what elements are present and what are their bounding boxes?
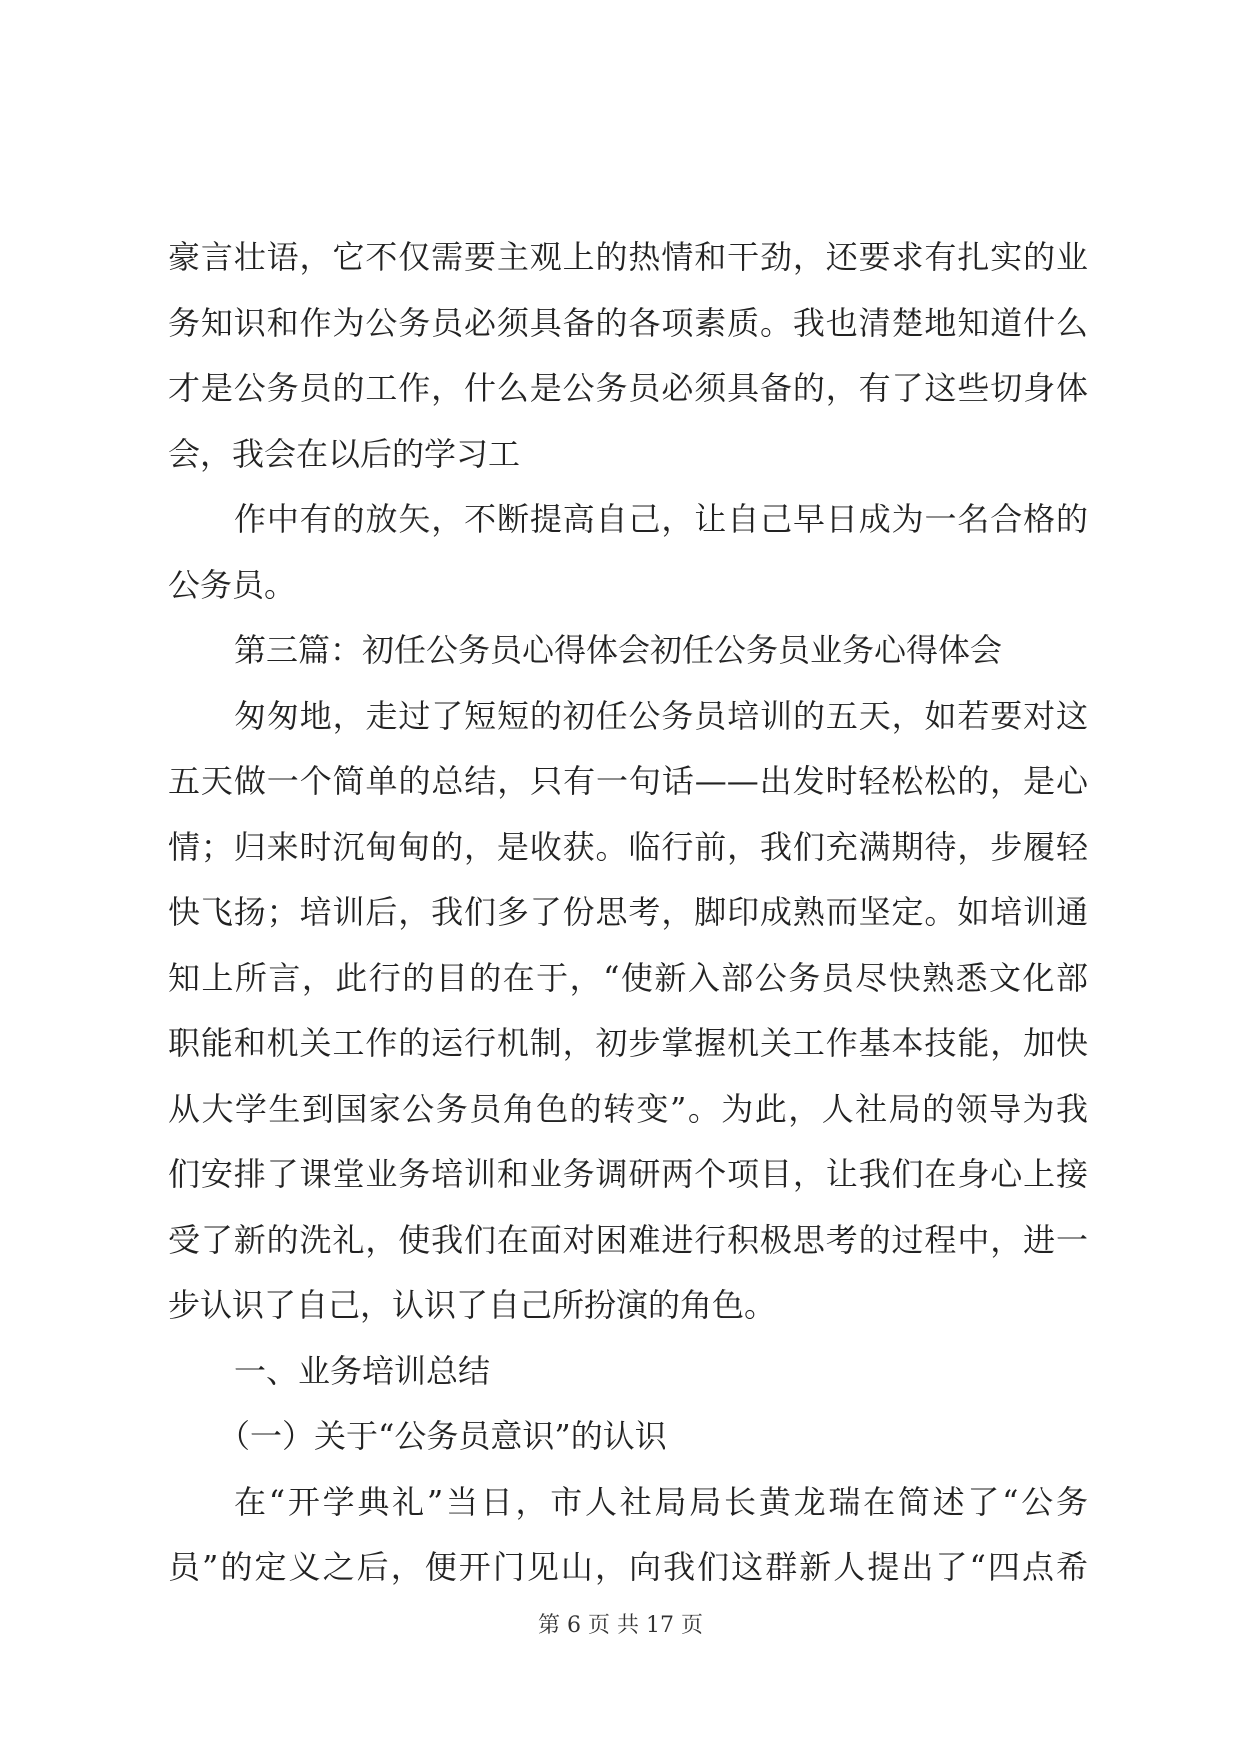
text-line: 才是公务员的工作，什么是公务员必须具备的，有了这些切身体	[168, 369, 1088, 407]
text-line: 受了新的洗礼，使我们在面对困难进行积极思考的过程中，进一	[168, 1220, 1088, 1259]
text-line: 们安排了课堂业务培训和业务调研两个项目，让我们在身心上接	[168, 1155, 1088, 1193]
document-body	[168, 225, 1088, 1601]
subsection-heading: 一、业务培训总结	[234, 1351, 491, 1390]
page-number-footer: 第 6 页 共 17 页	[538, 1613, 703, 1638]
text-line: 步认识了自己，认识了自己所扮演的角色。	[168, 1286, 777, 1324]
section-heading: 第三篇：初任公务员心得体会初任公务员业务心得体会	[234, 631, 1003, 669]
text-line: 知上所言，此行的目的在于，“使新入部公务员尽快熟悉文化部	[168, 958, 1088, 997]
subsection-heading: （一）关于“公务员意识”的认识	[218, 1417, 667, 1455]
text-line: 匆匆地，走过了短短的初任公务员培训的五天，如若要对这	[234, 696, 1088, 735]
text-line: 会，我会在以后的学习工	[168, 434, 521, 473]
text-line: 在“开学典礼”当日，市人社局局长黄龙瑞在简述了“公务	[234, 1482, 1088, 1521]
text-line: 务知识和作为公务员必须具备的各项素质。我也清楚地知道什么	[168, 303, 1088, 342]
text-line: 快飞扬；培训后，我们多了份思考，脚印成熟而坚定。如培训通	[168, 893, 1088, 931]
text-line: 职能和机关工作的运行机制，初步掌握机关工作基本技能，加快	[168, 1024, 1088, 1062]
text-line: 情；归来时沉甸甸的，是收获。临行前，我们充满期待，步履轻	[168, 827, 1088, 866]
text-line: 从大学生到国家公务员角色的转变”。为此，人社局的领导为我	[168, 1089, 1088, 1128]
text-line: 公务员。	[168, 565, 297, 604]
text-line: 豪言壮语，它不仅需要主观上的热情和干劲，还要求有扎实的业	[168, 238, 1088, 276]
text-line: 作中有的放矢，不断提高自己，让自己早日成为一名合格的	[234, 500, 1088, 538]
text-line: 员”的定义之后，便开门见山，向我们这群新人提出了“四点希	[168, 1548, 1088, 1586]
text-line: 五天做一个简单的总结，只有一句话——出发时轻松松的，是心	[168, 762, 1088, 800]
